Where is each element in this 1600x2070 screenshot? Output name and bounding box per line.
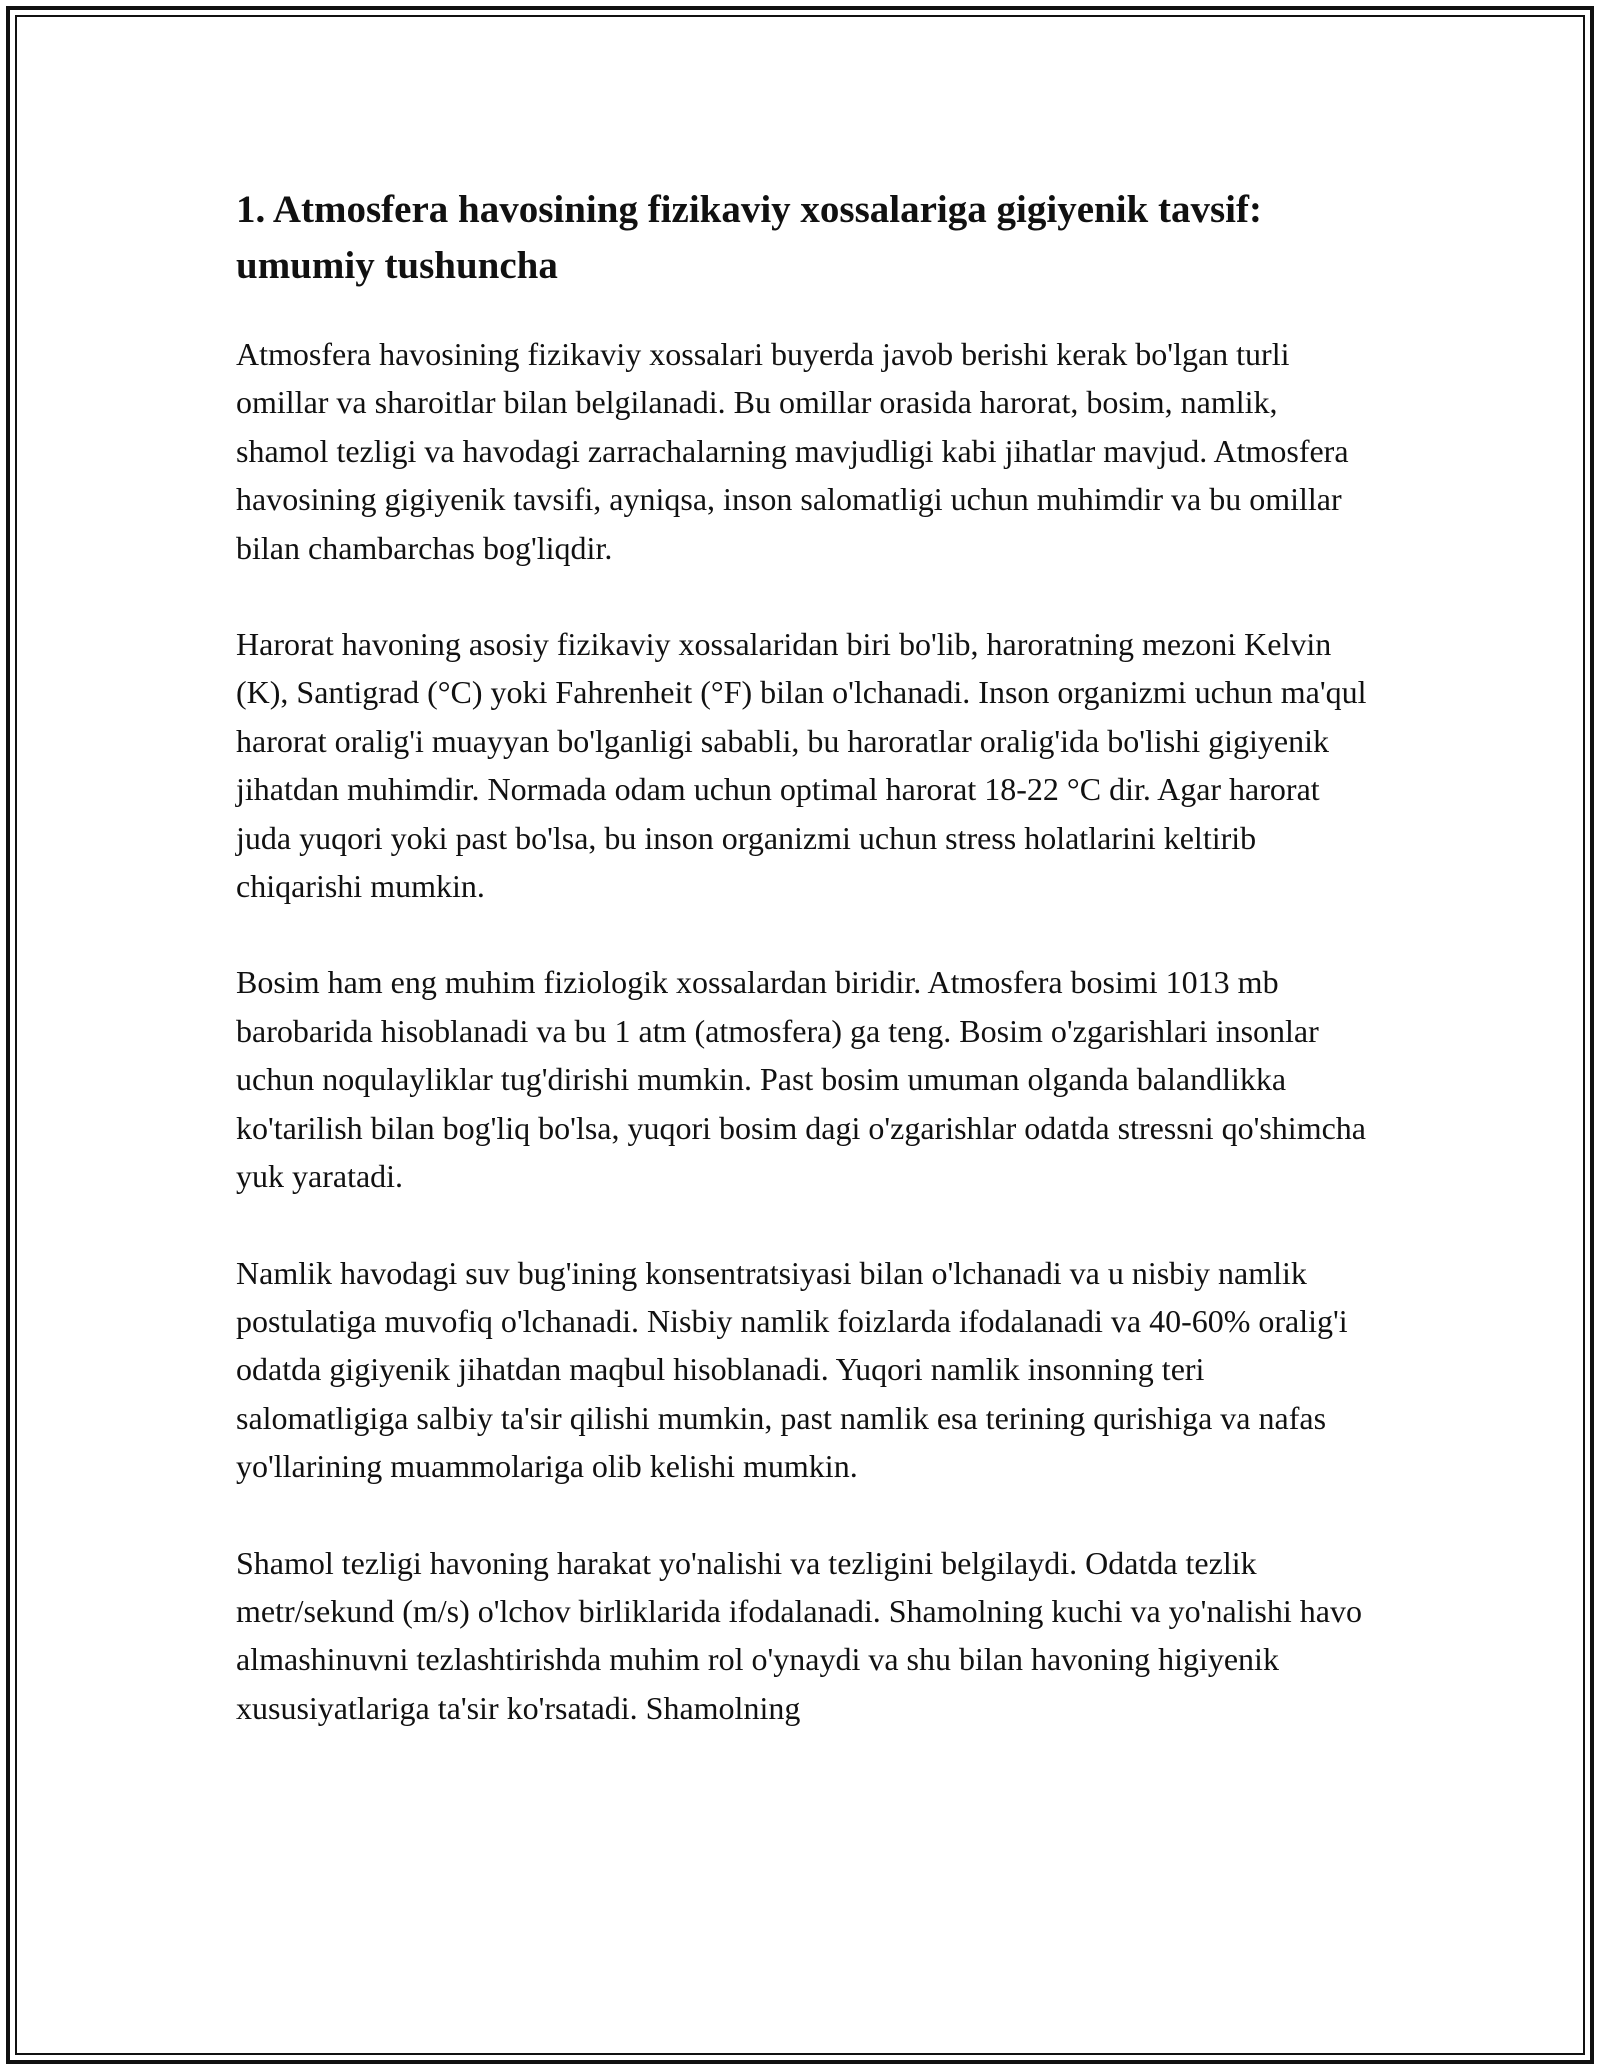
document-body: [236, 182, 1376, 1780]
paragraph-pressure: Bosim ham eng muhim fiziologik xossalardan biridir. Atmosfera bosimi 1013 mb barobarida hisoblanadi va bu 1 atm (atmosfera) ga teng. Bosim o'zgarishlari insonlar uchun noqulayliklar tug'dirishi mumkin. Past bosim umuman olganda balandlikka ko'tarilish bilan bog'liq bo'lsa, yuqori bosim dagi o'zgarishlar odatda stressni qo'shimcha yuk yaratadi.: [236, 964, 1366, 1195]
paragraph-wind: Shamol tezligi havoning harakat yo'nalishi va tezligini belgilaydi. Odatda tezlik metr/sekund (m/s) o'lchov birliklarida ifodalanadi. Shamolning kuchi va yo'nalishi havo almashinuvni tezlashtirishda muhim rol o'ynaydi va shu bilan havoning higiyenik xususiyatlariga ta'sir ko'rsatadi. Shamolning: [236, 1544, 1362, 1726]
paragraph-humidity: Namlik havodagi suv bug'ining konsentratsiyasi bilan o'lchanadi va u nisbiy namlik postulatiga muvofiq o'lchanadi. Nisbiy namlik foizlarda ifodalanadi va 40-60% oralig'i odatda gigiyenik jihatdan maqbul hisoblanadi. Yuqori namlik insonning teri salomatligiga salbiy ta'sir qilishi mumkin, past namlik esa terining qurishiga va nafas yo'llarining muammolariga olib kelishi mumkin.: [236, 1254, 1348, 1485]
section-heading: 1. Atmosfera havosining fizikaviy xossalariga gigiyenik tavsif: umumiy tushuncha: [236, 188, 1262, 287]
paragraph-temperature: Harorat havoning asosiy fizikaviy xossalaridan biri bo'lib, haroratning mezoni Kelvin (K), Santigrad (°C) yoki Fahrenheit (°F) bilan o'lchanadi. Inson organizmi uchun ma'qul harorat oralig'i muayyan bo'lganligi sababli, bu haroratlar oralig'ida bo'lishi gigiyenik jihatdan muhimdir. Normada odam uchun optimal harorat 18-22 °C dir. Agar harorat juda yuqori yoki past bo'lsa, bu inson organizmi uchun stress holatlarini keltirib chiqarishi mumkin.: [236, 626, 1367, 905]
paragraph-intro: Atmosfera havosining fizikaviy xossalari buyerda javob berishi kerak bo'lgan turli omillar va sharoitlar bilan belgilanadi. Bu omillar orasida harorat, bosim, namlik, shamol tezligi va havodagi zarrachalarning mavjudligi kabi jihatlar mavjud. Atmosfera havosining gigiyenik tavsifi, ayniqsa, inson salomatligi uchun muhimdir va bu omillar bilan chambarchas bog'liqdir.: [236, 336, 1349, 566]
